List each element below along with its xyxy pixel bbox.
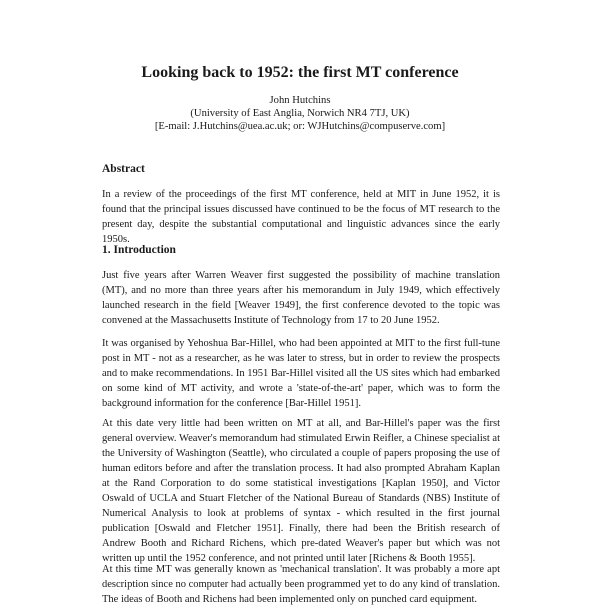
author-email: [E-mail: J.Hutchins@uea.ac.uk; or: WJHutchins@compuserve.com] [154,121,446,132]
author-affiliation: (University of East Anglia, Norwich NR4 7TJ, UK) [190,108,410,119]
abstract-heading: Abstract [102,163,145,175]
intro-paragraph: At this date very little had been written on MT at all, and Bar-Hillel's paper was the first general overview. Weaver's memorandum had stimulated Erwin Reifler, a Chinese specialist at the University of Washington (Seattle), who circulated a couple of papers proposing the use of human editors before and after the translation process. It had also prompted Abraham Kaplan at the Rand Corporation to do some statistical investigations [Kaplan 1950], and Victor Oswald of UCLA and Stuart Fletcher of the National Bureau of Standards (NBS) Institute of Numerical Analysis to look at problems of syntax - which resulted in the first journal publication [Oswald and Fletcher 1951]. Finally, there had been the British research of Andrew Booth and Richard Richens, which pre-dated Weaver's paper but which was not written up until the 1952 conference, and not printed until later [Richens & Booth 1955]. [102,418,500,564]
author-block [0,94,600,133]
intro-paragraph: It was organised by Yehoshua Bar-Hillel, who had been appointed at MIT to the first full-tune post in MT - not as a researcher, as he was later to stress, but in order to review the prospects and to make recommendations. In 1951 Bar-Hillel visited all the US sites which had embarked on some kind of MT activity, and wrote a 'state-of-the-art' paper, which was to form the background information for the conference [Bar-Hillel 1951]. [102,338,500,409]
abstract-text: In a review of the proceedings of the first MT conference, held at MIT in June 1952, it is found that the principal issues discussed have continued to be the focus of MT research to the present day, despite the substantial computational and linguistic advances since the early 1950s. [102,189,500,245]
paper-title: Looking back to 1952: the first MT conference [141,64,459,81]
intro-paragraph: Just five years after Warren Weaver first suggested the possibility of machine translation (MT), and no more than three years after his memorandum in July 1949, which effectively launched research in the field [Weaver 1949], the first conference devoted to the topic was convened at the Massachusetts Institute of Technology from 17 to 20 June 1952. [102,270,500,326]
intro-paragraph: At this time MT was generally known as 'mechanical translation'. It was probably a more apt description since no computer had actually been programmed yet to do any kind of translation. The ideas of Booth and Richens had been implemented only on punched card equipment. [102,564,501,605]
introduction-heading: 1. Introduction [102,244,176,256]
author-name: John Hutchins [269,95,331,106]
